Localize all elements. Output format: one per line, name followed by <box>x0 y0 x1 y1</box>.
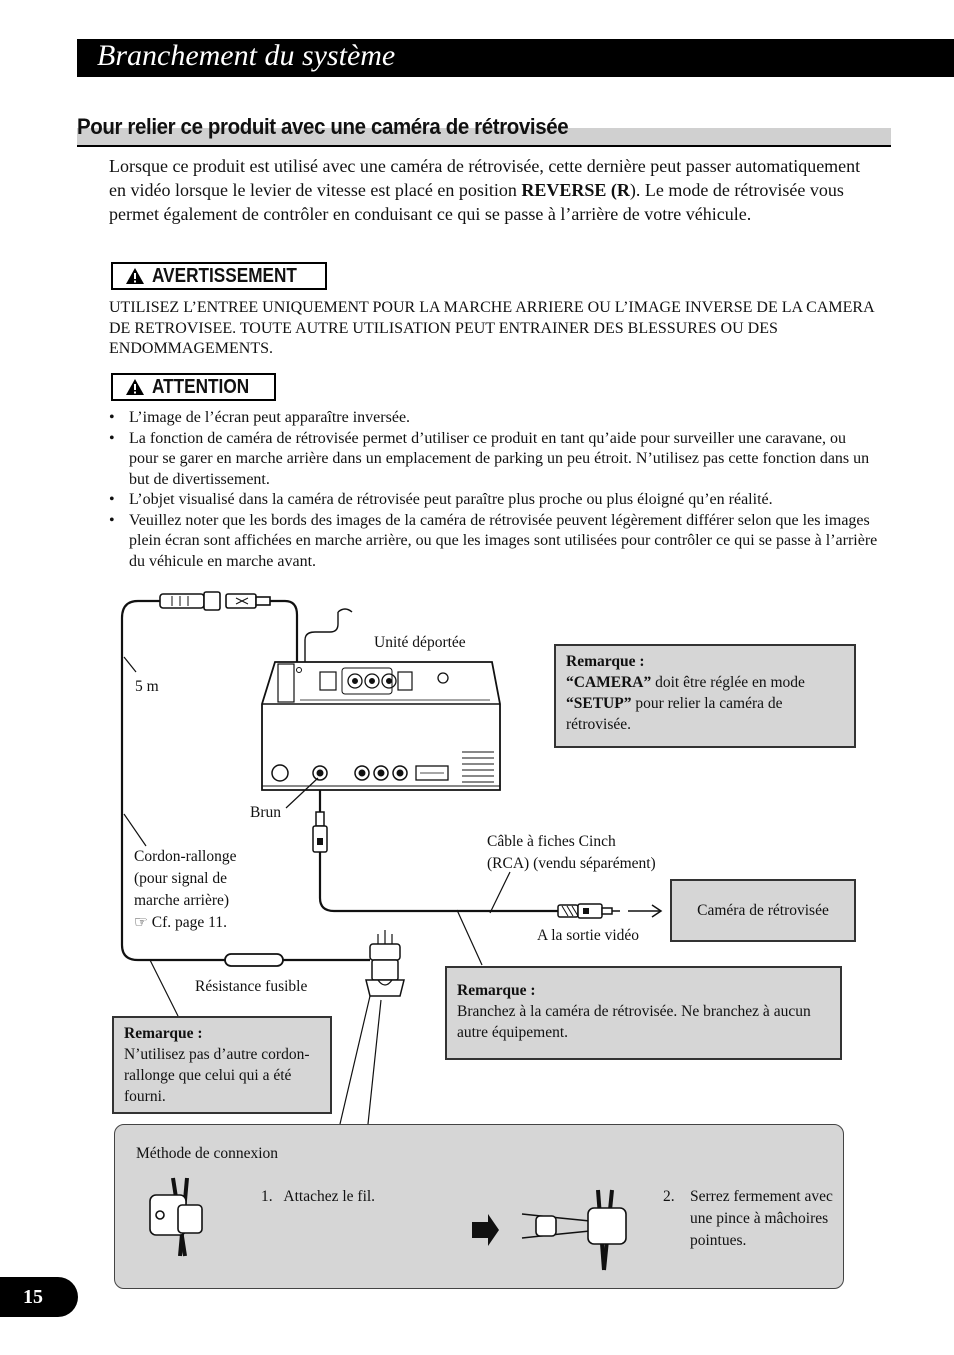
intro-reverse: REVERSE <box>521 180 607 200</box>
pointing-hand-icon: ☞ <box>134 914 148 931</box>
note-camera-q1: “CAMERA” <box>566 674 652 691</box>
page-number: 15 <box>0 1277 78 1317</box>
arrow-right-icon <box>472 1214 499 1246</box>
intro-paren-open: ( <box>606 180 617 200</box>
list-item: • Veuillez noter que les bords des images de la caméra de rétrovisée peuvent légèrement différer selon que les images plein écran sont affichées en marche arrière, ou que les images sont utilisées pour contrôler ce qui se passe à l’arrière du véhicule en marche avant. <box>109 511 879 573</box>
remote-unit <box>262 662 500 790</box>
warning-text: UTILISEZ L’ENTREE UNIQUEMENT POUR LA MARCHE ARRIERE OU L’IMAGE INVERSE DE LA CAMERA DE RETROVISEE. TOUTE AUTRE UTILISATION PEUT ENTRAINER DES BLESSURES OU DES ENDOMMAGEMENTS. <box>109 299 874 357</box>
cord-connectors <box>160 592 270 610</box>
rca-cable-line2: (RCA) (vendu séparément) <box>487 855 656 872</box>
method-step2 <box>663 1186 843 1252</box>
method-step2-text: Serrez fermement avec une pince à mâchoires pointues. <box>690 1188 833 1249</box>
method-step1: 1. Attachez le fil. <box>261 1188 376 1205</box>
splice-connector <box>366 944 404 996</box>
note-connect-text: Branchez à la caméra de rétrovisée. Ne branchez à aucun autre équipement. <box>457 1003 811 1041</box>
note-camera-t2: pour relier la caméra de rétrovisée. <box>566 695 783 733</box>
note-title: Remarque : <box>124 1025 203 1042</box>
rca-cable-label <box>487 831 656 875</box>
list-item: • L’objet visualisé dans la caméra de rétrovisée peut paraître plus proche ou plus éloigné qu’en réalité. <box>109 490 879 511</box>
length-label: 5 m <box>135 678 159 695</box>
intro-text-1: Lorsque ce produit est utilisé avec une caméra de rétrovisée, cette dernière peut passer automatiquement en vidéo lorsque le levier de vitesse est placé en position <box>109 156 861 200</box>
note-connect-camera <box>445 966 842 1060</box>
rca-plug-unit <box>313 812 327 852</box>
extension-cord-line2: (pour signal de <box>134 870 227 887</box>
step1-illustration <box>150 1178 202 1256</box>
camera-box <box>670 879 856 942</box>
fuse-label: Résistance fusible <box>195 978 308 995</box>
extension-cord-label <box>134 846 236 934</box>
method-title: Méthode de connexion <box>136 1145 279 1162</box>
video-out-label: A la sortie vidéo <box>537 927 640 944</box>
extension-cord-ref: Cf. page 11. <box>147 914 227 931</box>
extension-cord-line1: Cordon-rallonge <box>134 848 237 865</box>
brown-wire-label: Brun <box>250 804 281 821</box>
section-title: Pour relier ce produit avec une caméra de rétrovisée <box>77 114 569 139</box>
rca-cable-line1: Câble à fiches Cinch <box>487 833 616 850</box>
note-extension-cord <box>112 1016 332 1114</box>
note-title: Remarque : <box>457 982 536 999</box>
note-camera-setting <box>554 644 856 748</box>
chapter-title: Branchement du système <box>97 39 396 72</box>
step2-illustration <box>522 1190 626 1270</box>
note-title: Remarque : <box>566 653 645 670</box>
note-camera-q2: “SETUP” <box>566 695 632 712</box>
camera-label: Caméra de rétrovisée <box>697 902 829 919</box>
extension-cord-line3: marche arrière) <box>134 892 230 909</box>
warning-label-text: AVERTISSEMENT <box>152 264 297 287</box>
intro-paren-close: ). <box>629 180 641 200</box>
unit-label: Unité déportée <box>374 634 466 651</box>
note-camera-t1: doit être réglée en mode <box>651 674 805 691</box>
intro-r: R <box>616 180 630 200</box>
list-item: • La fonction de caméra de rétrovisée permet d’utiliser ce produit en tant qu’aide pour surveiller une caravane, ou pour se garer en marche arrière dans un emplacement de parking un peu étroit. N’utilisez pas cette fonction dans un but de divertissement. <box>109 429 879 491</box>
note-cord-text: N’utilisez pas d’autre cordon-rallonge que celui qui a été fourni. <box>124 1046 310 1105</box>
attention-label-text: ATTENTION <box>152 375 250 398</box>
arrow-icon <box>628 905 661 917</box>
method-step2-number: 2. <box>663 1188 675 1205</box>
fuse-resistor <box>225 954 283 966</box>
list-item: • L’image de l’écran peut apparaître inversée. <box>109 408 879 429</box>
intro-text-2: Le mode de rétrovisée vous permet également de contrôler en conduisant ce qui se passe à l’arrière de votre véhicule. <box>109 180 844 224</box>
